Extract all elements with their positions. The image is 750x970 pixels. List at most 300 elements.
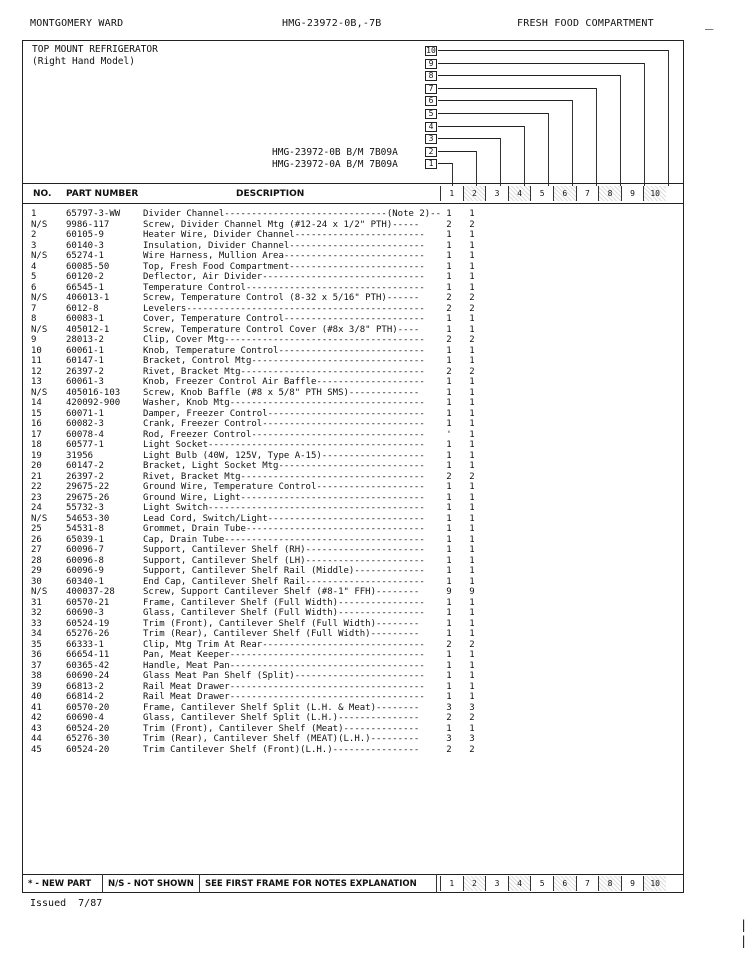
part-number: 60120-2 bbox=[66, 272, 104, 282]
grid-col-6: 6 bbox=[553, 876, 576, 891]
leader-line bbox=[438, 126, 524, 127]
margin-mark: | bbox=[740, 918, 748, 932]
leader-drop bbox=[644, 63, 645, 186]
part-ref-number: 27 bbox=[31, 545, 42, 555]
qty-col-2: 1 bbox=[469, 387, 475, 398]
part-description: Crank, Freezer Control------------------------------ bbox=[143, 419, 425, 429]
qty-col-1: 2 bbox=[446, 744, 452, 755]
part-ref-number: 11 bbox=[31, 356, 42, 366]
model-code-0a: HMG-23972-0A B/M 7B09A bbox=[272, 159, 398, 170]
part-description: Light Bulb (40W, 125V, Type A-15)------------------- bbox=[143, 450, 425, 461]
qty-col-2: 1 bbox=[469, 608, 475, 618]
part-description: Trim (Front), Cantilever Shelf (Meat)-------------- bbox=[143, 723, 420, 734]
qty-col-2: 2 bbox=[469, 335, 475, 345]
grid-col-5: 5 bbox=[530, 876, 553, 891]
part-description: Damper, Freezer Control----------------------------- bbox=[143, 408, 425, 419]
leader-line bbox=[438, 163, 452, 164]
part-ref-number: 45 bbox=[31, 744, 42, 755]
part-description: Ground Wire, Light---------------------------------- bbox=[143, 492, 425, 503]
leader-line bbox=[438, 113, 548, 114]
part-number: 54653-30 bbox=[66, 513, 110, 524]
grid-col-7: 7 bbox=[576, 186, 599, 201]
qty-col-1: 1 bbox=[446, 440, 452, 450]
qty-col-2: 2 bbox=[469, 366, 475, 377]
qty-col-1: 1 bbox=[446, 513, 452, 524]
part-ref-number: N/S bbox=[31, 587, 48, 597]
part-description: Rail Meat Drawer------------------------------------ bbox=[143, 692, 425, 702]
grid-col-7: 7 bbox=[576, 876, 599, 891]
part-description: Bracket, Control Mtg-------------------------------- bbox=[143, 356, 425, 366]
part-ref-number: 39 bbox=[31, 681, 42, 692]
part-ref-number: 42 bbox=[31, 713, 42, 723]
part-description: Trim (Front), Cantilever Shelf (Full Width)-------- bbox=[143, 618, 420, 629]
grid-col-10: 10 bbox=[643, 186, 666, 201]
part-number: 60105-9 bbox=[66, 230, 104, 240]
part-description: Clip, Cover Mtg------------------------------------- bbox=[143, 335, 425, 345]
qty-col-1: 1 bbox=[446, 461, 452, 471]
part-number: 60524-20 bbox=[66, 723, 110, 734]
qty-col-2: 1 bbox=[469, 566, 475, 576]
part-number: 29675-26 bbox=[66, 492, 110, 503]
frame-number-box: 6 bbox=[425, 96, 437, 106]
part-description: Rail Meat Drawer------------------------------------ bbox=[143, 681, 425, 692]
part-ref-number: 33 bbox=[31, 618, 42, 629]
qty-col-1: 1 bbox=[446, 723, 452, 734]
frame-number-box: 9 bbox=[425, 59, 437, 69]
part-ref-number: N/S bbox=[31, 219, 48, 230]
part-ref-number: 2 bbox=[31, 230, 37, 240]
qty-col-1: 1 bbox=[446, 692, 452, 702]
qty-col-1: 2 bbox=[446, 219, 452, 230]
qty-col-2: 1 bbox=[469, 576, 475, 587]
qty-col-1: 1 bbox=[446, 660, 452, 671]
grid-col-4: 4 bbox=[508, 186, 531, 201]
part-ref-number: N/S bbox=[31, 293, 48, 303]
footer-top-rule bbox=[22, 874, 684, 875]
qty-col-2: 3 bbox=[469, 734, 475, 744]
qty-col-2: 1 bbox=[469, 261, 475, 272]
part-number: 66333-1 bbox=[66, 639, 104, 650]
qty-col-1: 2 bbox=[446, 366, 452, 377]
leader-drop bbox=[548, 113, 549, 186]
part-number: 60085-50 bbox=[66, 261, 110, 272]
leader-line bbox=[438, 100, 572, 101]
frame-number-box: 3 bbox=[425, 134, 437, 144]
part-number: 60147-1 bbox=[66, 356, 104, 366]
qty-col-2: 1 bbox=[469, 251, 475, 261]
qty-col-2: 2 bbox=[469, 303, 475, 314]
qty-col-1: 9 bbox=[446, 587, 452, 597]
qty-col-1: 1 bbox=[446, 230, 452, 240]
part-number: 60071-1 bbox=[66, 408, 104, 419]
qty-col-2: 1 bbox=[469, 440, 475, 450]
qty-col-2: 1 bbox=[469, 345, 475, 356]
part-description: Top, Fresh Food Compartment------------------------- bbox=[143, 261, 425, 272]
qty-col-1: 1 bbox=[446, 209, 452, 219]
qty-col-2: 1 bbox=[469, 692, 475, 702]
qty-col-1: 1 bbox=[446, 545, 452, 555]
frame-number-box: 8 bbox=[425, 71, 437, 81]
frame-number-box: 10 bbox=[426, 46, 436, 55]
part-number: 60690-3 bbox=[66, 608, 104, 618]
qty-col-2: 1 bbox=[469, 419, 475, 429]
qty-col-1: 2 bbox=[446, 303, 452, 314]
part-description: Rod, Freezer Control-------------------------------- bbox=[143, 429, 425, 440]
part-ref-number: 12 bbox=[31, 366, 42, 377]
part-ref-number: 36 bbox=[31, 650, 42, 660]
part-ref-number: 20 bbox=[31, 461, 42, 471]
qty-col-1: 1 bbox=[446, 492, 452, 503]
qty-col-2: 1 bbox=[469, 240, 475, 251]
part-description: Support, Cantilever Shelf Rail (Middle)------------- bbox=[143, 566, 425, 576]
qty-col-2: 2 bbox=[469, 713, 475, 723]
leader-drop bbox=[476, 151, 477, 186]
part-description: Trim (Rear), Cantilever Shelf (Full Width)--------- bbox=[143, 629, 420, 639]
part-number: 26397-2 bbox=[66, 471, 104, 482]
qty-col-1: 2 bbox=[446, 335, 452, 345]
part-number: 60061-1 bbox=[66, 345, 104, 356]
qty-col-2: 1 bbox=[469, 482, 475, 492]
qty-col-2: 1 bbox=[469, 377, 475, 387]
part-number: 60524-19 bbox=[66, 618, 110, 629]
part-number: 9986-117 bbox=[66, 219, 110, 230]
qty-col-2: 1 bbox=[469, 408, 475, 419]
qty-col-1: 1 bbox=[446, 534, 452, 545]
qty-col-1: 1 bbox=[446, 324, 452, 335]
part-description: Light Socket---------------------------------------- bbox=[143, 440, 425, 450]
qty-col-1: 1 bbox=[446, 398, 452, 408]
qty-col-1: 3 bbox=[446, 702, 452, 713]
part-number: 60570-20 bbox=[66, 702, 110, 713]
footer-div-1 bbox=[102, 874, 103, 893]
qty-col-2: 1 bbox=[469, 513, 475, 524]
part-number: 60140-3 bbox=[66, 240, 104, 251]
frame-number-box: 1 bbox=[425, 159, 437, 169]
qty-col-2: 1 bbox=[469, 324, 475, 335]
leader-drop bbox=[668, 50, 669, 186]
legend-not-shown: N/S - NOT SHOWN bbox=[108, 879, 194, 889]
qty-col-1: 2 bbox=[446, 713, 452, 723]
qty-col-2: 1 bbox=[469, 534, 475, 545]
qty-col-2: 1 bbox=[469, 660, 475, 671]
frame-number-box: 4 bbox=[425, 122, 437, 132]
part-number: 66813-2 bbox=[66, 681, 104, 692]
issued-date: Issued 7/87 bbox=[30, 898, 103, 909]
qty-col-1: 1 bbox=[446, 650, 452, 660]
part-number: 60690-24 bbox=[66, 671, 110, 681]
part-number: 66545-1 bbox=[66, 282, 104, 293]
part-number: 60096-8 bbox=[66, 555, 104, 566]
part-description: Knob, Freezer Control Air Baffle-------------------- bbox=[143, 377, 425, 387]
legend-notes: SEE FIRST FRAME FOR NOTES EXPLANATION bbox=[205, 879, 417, 889]
qty-col-2: 2 bbox=[469, 219, 475, 230]
part-number: 60147-2 bbox=[66, 461, 104, 471]
qty-col-1: 1 bbox=[446, 408, 452, 419]
part-description: Rivet, Bracket Mtg---------------------------------- bbox=[143, 471, 425, 482]
part-description: Cover, Temperature Control-------------------------- bbox=[143, 314, 425, 324]
qty-col-1: 1 bbox=[446, 566, 452, 576]
part-ref-number: 4 bbox=[31, 261, 37, 272]
part-number: 31956 bbox=[66, 450, 94, 461]
grid-col-4: 4 bbox=[508, 876, 531, 891]
leader-drop bbox=[524, 126, 525, 186]
qty-col-2: 1 bbox=[469, 230, 475, 240]
part-number: 60061-3 bbox=[66, 377, 104, 387]
grid-col-6: 6 bbox=[553, 186, 576, 201]
qty-col-1: 2 bbox=[446, 471, 452, 482]
part-description: End Cap, Cantilever Shelf Rail---------------------- bbox=[143, 576, 425, 587]
qty-col-1: 2 bbox=[446, 293, 452, 303]
qty-col-2: 1 bbox=[469, 650, 475, 660]
leader-line bbox=[438, 138, 500, 139]
part-number: 65274-1 bbox=[66, 251, 104, 261]
part-ref-number: 21 bbox=[31, 471, 42, 482]
leader-line bbox=[438, 75, 620, 76]
part-description: Lead Cord, Switch/Light----------------------------- bbox=[143, 513, 425, 524]
grid-col-2: 2 bbox=[463, 876, 486, 891]
part-ref-number: 35 bbox=[31, 639, 42, 650]
part-ref-number: 17 bbox=[31, 429, 42, 440]
part-ref-number: N/S bbox=[31, 251, 48, 261]
part-description: Support, Cantilever Shelf (LH)---------------------- bbox=[143, 555, 425, 566]
part-ref-number: 9 bbox=[31, 335, 37, 345]
qty-col-2: 1 bbox=[469, 503, 475, 513]
part-ref-number: 8 bbox=[31, 314, 37, 324]
part-description: Handle, Meat Pan------------------------------------ bbox=[143, 660, 425, 671]
leader-drop bbox=[596, 88, 597, 186]
qty-col-1: 1 bbox=[446, 387, 452, 398]
qty-col-2: 1 bbox=[469, 398, 475, 408]
part-ref-number: 43 bbox=[31, 723, 42, 734]
part-number: 65039-1 bbox=[66, 534, 104, 545]
frame-number-box: 7 bbox=[425, 84, 437, 94]
part-number: 60096-7 bbox=[66, 545, 104, 555]
part-number: 420092-900 bbox=[66, 398, 121, 408]
qty-col-1: 1 bbox=[446, 629, 452, 639]
grid-col-5: 5 bbox=[530, 186, 553, 201]
qty-col-2: 1 bbox=[469, 618, 475, 629]
qty-col-2: 1 bbox=[469, 492, 475, 503]
part-description: Glass, Cantilever Shelf Split (L.H.)--------------- bbox=[143, 713, 420, 723]
part-ref-number: 16 bbox=[31, 419, 42, 429]
part-ref-number: 19 bbox=[31, 450, 42, 461]
part-description: Deflector, Air Divider------------------------------ bbox=[143, 272, 425, 282]
qty-col-2: 1 bbox=[469, 356, 475, 366]
part-number: 65276-26 bbox=[66, 629, 110, 639]
part-ref-number: 40 bbox=[31, 692, 42, 702]
qty-col-2: 1 bbox=[469, 671, 475, 681]
part-number: 28013-2 bbox=[66, 335, 104, 345]
part-description: Levelers-------------------------------------------- bbox=[143, 303, 425, 314]
part-description: Trim (Rear), Cantilever Shelf (MEAT)(L.H.)--------- bbox=[143, 734, 420, 744]
part-ref-number: 15 bbox=[31, 408, 42, 419]
part-number: 66814-2 bbox=[66, 692, 104, 702]
qty-col-2: 1 bbox=[469, 314, 475, 324]
part-ref-number: 25 bbox=[31, 524, 42, 534]
grid-col-3: 3 bbox=[485, 876, 508, 891]
qty-col-2: 2 bbox=[469, 744, 475, 755]
grid-col-2: 2 bbox=[463, 186, 486, 201]
part-description: Rivet, Bracket Mtg---------------------------------- bbox=[143, 366, 425, 377]
grid-col-1: 1 bbox=[440, 186, 463, 201]
leader-drop bbox=[620, 75, 621, 186]
header-model: HMG-23972-0B,-7B bbox=[282, 18, 382, 29]
header-top-rule bbox=[22, 183, 684, 184]
qty-col-1: 1 bbox=[446, 419, 452, 429]
grid-col-8: 8 bbox=[598, 876, 621, 891]
part-ref-number: 3 bbox=[31, 240, 37, 251]
qty-col-1: 1 bbox=[446, 450, 452, 461]
part-ref-number: 32 bbox=[31, 608, 42, 618]
part-number: 26397-2 bbox=[66, 366, 104, 377]
qty-col-2: 1 bbox=[469, 629, 475, 639]
qty-col-2: 1 bbox=[469, 282, 475, 293]
part-description: Washer, Knob Mtg------------------------------------ bbox=[143, 398, 425, 408]
qty-col-1: 1 bbox=[446, 272, 452, 282]
qty-col-2: 2 bbox=[469, 293, 475, 303]
qty-col-2: 2 bbox=[469, 471, 475, 482]
qty-col-1: 1 bbox=[446, 261, 452, 272]
part-ref-number: 37 bbox=[31, 660, 42, 671]
qty-col-2: 1 bbox=[469, 597, 475, 608]
grid-col-9: 9 bbox=[621, 876, 644, 891]
qty-col-1: 1 bbox=[446, 681, 452, 692]
part-description: Wire Harness, Mullion Area-------------------------- bbox=[143, 251, 425, 261]
qty-col-2: 1 bbox=[469, 461, 475, 471]
part-ref-number: 18 bbox=[31, 440, 42, 450]
part-number: 60524-20 bbox=[66, 744, 110, 755]
footer-div-2 bbox=[199, 874, 200, 893]
qty-col-1: 1 bbox=[446, 618, 452, 629]
model-code-0b: HMG-23972-0B B/M 7B09A bbox=[272, 147, 398, 158]
part-ref-number: 31 bbox=[31, 597, 42, 608]
part-number: 60365-42 bbox=[66, 660, 110, 671]
header-brand: MONTGOMERY WARD bbox=[30, 18, 124, 29]
part-description: Screw, Temperature Control Cover (#8x 3/8" PTH)---- bbox=[143, 324, 420, 335]
header-section: FRESH FOOD COMPARTMENT bbox=[517, 18, 654, 29]
part-ref-number: 5 bbox=[31, 272, 37, 282]
qty-col-2: 1 bbox=[469, 545, 475, 555]
header-bottom-rule bbox=[22, 203, 684, 204]
qty-col-1: 1 bbox=[446, 597, 452, 608]
qty-col-2: 2 bbox=[469, 639, 475, 650]
leader-line bbox=[438, 151, 476, 152]
part-description: Support, Cantilever Shelf (RH)---------------------- bbox=[143, 545, 425, 555]
part-description: Clip, Mtg Trim At Rear------------------------------ bbox=[143, 639, 425, 650]
qty-col-2: 1 bbox=[469, 681, 475, 692]
qty-col-1: 1 bbox=[446, 251, 452, 261]
part-ref-number: 24 bbox=[31, 503, 42, 513]
part-description: Cap, Drain Tube------------------------------------- bbox=[143, 534, 425, 545]
qty-col-2: 1 bbox=[469, 272, 475, 282]
qty-col-1: 1 bbox=[446, 314, 452, 324]
grid-col-9: 9 bbox=[621, 186, 644, 201]
part-description: Screw, Knob Baffle (#8 x 5/8" PTH SMS)------------- bbox=[143, 387, 420, 398]
grid-col-1: 1 bbox=[440, 876, 463, 891]
part-number: 60570-21 bbox=[66, 597, 110, 608]
part-ref-number: 28 bbox=[31, 555, 42, 566]
qty-col-1: 1 bbox=[446, 576, 452, 587]
legend-new-part: * - NEW PART bbox=[28, 879, 92, 889]
part-number: 65276-30 bbox=[66, 734, 110, 744]
frame-number-box: 5 bbox=[425, 109, 437, 119]
qty-col-1: 1 bbox=[446, 608, 452, 618]
qty-col-2: 9 bbox=[469, 587, 475, 597]
part-description: Grommet, Drain Tube--------------------------------- bbox=[143, 524, 425, 534]
part-description: Pan, Meat Keeper------------------------------------ bbox=[143, 650, 425, 660]
part-number: 6012-8 bbox=[66, 303, 99, 314]
footer-div-3 bbox=[436, 874, 437, 893]
part-ref-number: 30 bbox=[31, 576, 42, 587]
part-description: Glass, Cantilever Shelf (Full Width)---------------- bbox=[143, 608, 425, 618]
part-number: 29675-22 bbox=[66, 482, 110, 492]
qty-col-1: 2 bbox=[446, 639, 452, 650]
qty-col-1: ' bbox=[446, 429, 452, 440]
qty-col-1: 1 bbox=[446, 555, 452, 566]
part-description: Trim Cantilever Shelf (Front)(L.H.)---------------- bbox=[143, 744, 420, 755]
part-ref-number: 1 bbox=[31, 209, 37, 219]
leader-line bbox=[438, 50, 668, 51]
qty-col-1: 1 bbox=[446, 524, 452, 534]
part-description: Frame, Cantilever Shelf (Full Width)---------------- bbox=[143, 597, 425, 608]
part-ref-number: 34 bbox=[31, 629, 42, 639]
part-description: Insulation, Divider Channel------------------------- bbox=[143, 240, 425, 251]
qty-col-1: 1 bbox=[446, 482, 452, 492]
col-no: NO. bbox=[33, 189, 52, 199]
header-dash: _ bbox=[705, 14, 714, 30]
part-number: 405016-103 bbox=[66, 387, 121, 398]
qty-col-2: 1 bbox=[469, 429, 475, 440]
part-number: 55732-3 bbox=[66, 503, 104, 513]
part-number: 65797-3-WW bbox=[66, 209, 121, 219]
part-description: Bracket, Light Socket Mtg--------------------------- bbox=[143, 461, 425, 471]
part-ref-number: 41 bbox=[31, 702, 42, 713]
qty-col-2: 1 bbox=[469, 209, 475, 219]
leader-drop bbox=[572, 100, 573, 186]
part-description: Knob, Temperature Control--------------------------- bbox=[143, 345, 425, 356]
leader-drop bbox=[500, 138, 501, 186]
part-ref-number: N/S bbox=[31, 324, 48, 335]
part-description: Screw, Divider Channel Mtg (#12-24 x 1/2" PTH)----- bbox=[143, 219, 420, 230]
leader-line bbox=[438, 63, 644, 64]
part-description: Screw, Support Cantilever Shelf (#8-1" FFH)-------- bbox=[143, 587, 420, 597]
part-number: 54531-8 bbox=[66, 524, 104, 534]
part-ref-number: 38 bbox=[31, 671, 42, 681]
part-ref-number: 13 bbox=[31, 377, 42, 387]
grid-col-3: 3 bbox=[485, 186, 508, 201]
qty-col-2: 1 bbox=[469, 723, 475, 734]
qty-col-1: 1 bbox=[446, 282, 452, 293]
qty-col-1: 1 bbox=[446, 377, 452, 387]
part-description: Light Switch---------------------------------------- bbox=[143, 503, 425, 513]
qty-col-1: 1 bbox=[446, 356, 452, 366]
part-number: 60690-4 bbox=[66, 713, 104, 723]
qty-col-2: 1 bbox=[469, 524, 475, 534]
model-type: TOP MOUNT REFRIGERATOR bbox=[32, 44, 158, 55]
qty-col-2: 1 bbox=[469, 555, 475, 566]
part-number: 60096-9 bbox=[66, 566, 104, 576]
part-ref-number: 7 bbox=[31, 303, 37, 314]
part-ref-number: N/S bbox=[31, 387, 48, 398]
part-number: 405012-1 bbox=[66, 324, 110, 335]
part-ref-number: N/S bbox=[31, 513, 48, 524]
grid-col-10: 10 bbox=[643, 876, 666, 891]
model-hand: (Right Hand Model) bbox=[32, 56, 135, 67]
part-ref-number: 22 bbox=[31, 482, 42, 492]
part-number: 406013-1 bbox=[66, 293, 110, 303]
part-number: 66654-11 bbox=[66, 650, 110, 660]
qty-col-1: 1 bbox=[446, 240, 452, 251]
